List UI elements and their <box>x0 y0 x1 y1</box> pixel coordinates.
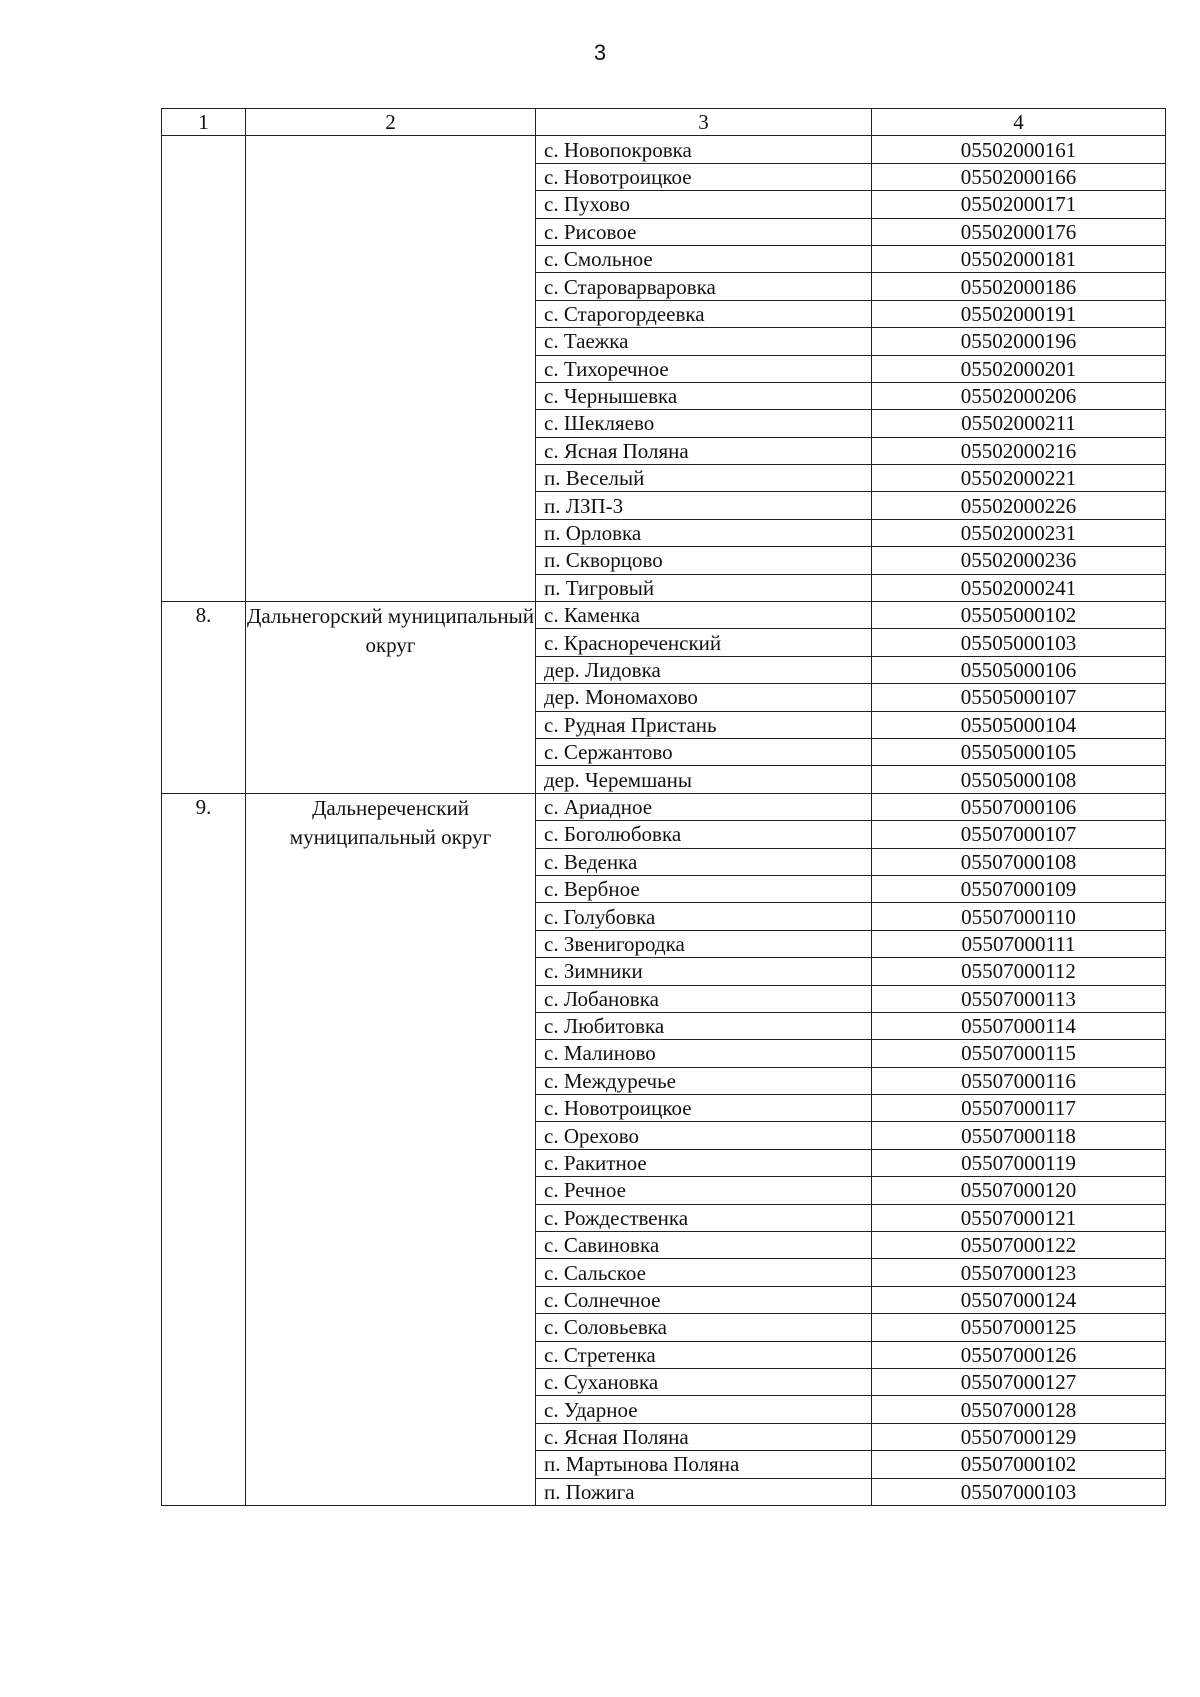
district-number <box>162 136 246 602</box>
settlement-code: 05505000103 <box>872 629 1166 656</box>
settlement-code: 05507000102 <box>872 1451 1166 1478</box>
table-body <box>162 136 1166 1506</box>
column-header: 3 <box>536 109 872 136</box>
settlement-name: с. Староварваровка <box>536 273 872 300</box>
settlement-code: 05507000103 <box>872 1478 1166 1505</box>
settlement-code: 05502000201 <box>872 355 1166 382</box>
settlement-name: с. Орехово <box>536 1122 872 1149</box>
settlement-code: 05507000118 <box>872 1122 1166 1149</box>
settlement-name: с. Новопокровка <box>536 136 872 163</box>
settlement-code: 05505000106 <box>872 656 1166 683</box>
settlement-name: с. Рисовое <box>536 218 872 245</box>
settlement-code: 05502000211 <box>872 410 1166 437</box>
settlement-name: дер. Мономахово <box>536 684 872 711</box>
settlement-name: с. Рудная Пристань <box>536 711 872 738</box>
settlement-code: 05502000161 <box>872 136 1166 163</box>
settlement-code: 05507000125 <box>872 1314 1166 1341</box>
settlement-name: дер. Лидовка <box>536 656 872 683</box>
settlement-name: с. Ясная Поляна <box>536 437 872 464</box>
settlement-code: 05502000226 <box>872 492 1166 519</box>
settlement-name: с. Сержантово <box>536 738 872 765</box>
settlement-code: 05507000115 <box>872 1040 1166 1067</box>
settlement-name: с. Звенигородка <box>536 930 872 957</box>
settlement-code: 05507000128 <box>872 1396 1166 1423</box>
district-name: Дальнегорский муниципальный округ <box>246 602 536 794</box>
settlement-code: 05502000196 <box>872 328 1166 355</box>
settlement-code: 05502000236 <box>872 547 1166 574</box>
settlement-code: 05502000221 <box>872 465 1166 492</box>
settlement-code: 05507000108 <box>872 848 1166 875</box>
table-row <box>162 602 1166 629</box>
page-number: 3 <box>593 40 607 65</box>
settlement-name: с. Таежка <box>536 328 872 355</box>
settlement-code: 05502000171 <box>872 191 1166 218</box>
settlement-code: 05502000241 <box>872 574 1166 601</box>
district-number: 9. <box>162 793 246 1505</box>
settlement-code: 05507000119 <box>872 1149 1166 1176</box>
settlement-name: с. Соловьевка <box>536 1314 872 1341</box>
settlement-name: с. Сухановка <box>536 1368 872 1395</box>
settlement-code: 05507000129 <box>872 1423 1166 1450</box>
settlement-code: 05505000102 <box>872 602 1166 629</box>
settlement-code: 05502000176 <box>872 218 1166 245</box>
settlement-name: с. Голубовка <box>536 903 872 930</box>
settlement-code: 05505000104 <box>872 711 1166 738</box>
settlement-name: с. Зимники <box>536 958 872 985</box>
settlement-code: 05505000108 <box>872 766 1166 793</box>
settlement-name: с. Ясная Поляна <box>536 1423 872 1450</box>
settlement-name: с. Ариадное <box>536 793 872 820</box>
settlement-code: 05502000166 <box>872 163 1166 190</box>
settlement-code: 05502000206 <box>872 382 1166 409</box>
settlement-name: с. Новотроицкое <box>536 163 872 190</box>
settlement-code: 05507000109 <box>872 875 1166 902</box>
settlement-name: п. Тигровый <box>536 574 872 601</box>
district-name: Дальнереченский муниципальный округ <box>246 793 536 1505</box>
settlement-name: с. Веденка <box>536 848 872 875</box>
settlement-name: с. Ударное <box>536 1396 872 1423</box>
settlement-name: п. Веселый <box>536 465 872 492</box>
settlement-code: 05507000126 <box>872 1341 1166 1368</box>
settlement-code: 05502000231 <box>872 519 1166 546</box>
settlement-name: с. Любитовка <box>536 1012 872 1039</box>
settlement-name: с. Речное <box>536 1177 872 1204</box>
header-row <box>162 109 1166 136</box>
table-row <box>162 136 1166 163</box>
column-header: 4 <box>872 109 1166 136</box>
column-header: 1 <box>162 109 246 136</box>
settlement-code: 05507000121 <box>872 1204 1166 1231</box>
settlement-code: 05502000186 <box>872 273 1166 300</box>
settlement-name: с. Боголюбовка <box>536 821 872 848</box>
settlement-name: п. Пожига <box>536 1478 872 1505</box>
settlement-code: 05502000191 <box>872 300 1166 327</box>
settlement-name: с. Солнечное <box>536 1286 872 1313</box>
settlement-name: с. Краснореченский <box>536 629 872 656</box>
settlement-name: с. Рождественка <box>536 1204 872 1231</box>
settlement-code: 05507000124 <box>872 1286 1166 1313</box>
settlement-code: 05507000113 <box>872 985 1166 1012</box>
settlement-code: 05507000114 <box>872 1012 1166 1039</box>
settlement-name: с. Чернышевка <box>536 382 872 409</box>
settlement-name: с. Малиново <box>536 1040 872 1067</box>
settlement-code: 05502000216 <box>872 437 1166 464</box>
settlement-name: с. Пухово <box>536 191 872 218</box>
settlement-name: дер. Черемшаны <box>536 766 872 793</box>
table-row <box>162 793 1166 820</box>
settlement-code: 05507000120 <box>872 1177 1166 1204</box>
column-header: 2 <box>246 109 536 136</box>
settlement-code: 05505000107 <box>872 684 1166 711</box>
settlement-code: 05507000123 <box>872 1259 1166 1286</box>
district-number: 8. <box>162 602 246 794</box>
settlement-name: с. Вербное <box>536 875 872 902</box>
settlement-name: с. Смольное <box>536 245 872 272</box>
settlement-name: с. Старогордеевка <box>536 300 872 327</box>
settlement-name: с. Ракитное <box>536 1149 872 1176</box>
settlement-code: 05507000106 <box>872 793 1166 820</box>
settlement-name: с. Новотроицкое <box>536 1095 872 1122</box>
settlement-code: 05505000105 <box>872 738 1166 765</box>
settlement-name: п. ЛЗП-3 <box>536 492 872 519</box>
settlement-code: 05507000107 <box>872 821 1166 848</box>
settlement-name: с. Тихоречное <box>536 355 872 382</box>
settlement-name: с. Междуречье <box>536 1067 872 1094</box>
settlement-name: с. Лобановка <box>536 985 872 1012</box>
settlement-code: 05507000116 <box>872 1067 1166 1094</box>
settlement-code: 05507000110 <box>872 903 1166 930</box>
settlement-name: с. Стретенка <box>536 1341 872 1368</box>
settlement-name: с. Каменка <box>536 602 872 629</box>
settlement-code: 05507000127 <box>872 1368 1166 1395</box>
settlement-name: с. Шекляево <box>536 410 872 437</box>
settlement-name: п. Орловка <box>536 519 872 546</box>
settlement-name: п. Мартынова Поляна <box>536 1451 872 1478</box>
settlement-code: 05507000122 <box>872 1232 1166 1259</box>
settlement-code: 05507000111 <box>872 930 1166 957</box>
settlements-table <box>161 108 1166 1506</box>
settlement-name: с. Сальское <box>536 1259 872 1286</box>
settlement-code: 05507000117 <box>872 1095 1166 1122</box>
settlement-name: с. Савиновка <box>536 1232 872 1259</box>
settlement-code: 05502000181 <box>872 245 1166 272</box>
settlement-name: п. Скворцово <box>536 547 872 574</box>
district-name <box>246 136 536 602</box>
settlement-code: 05507000112 <box>872 958 1166 985</box>
